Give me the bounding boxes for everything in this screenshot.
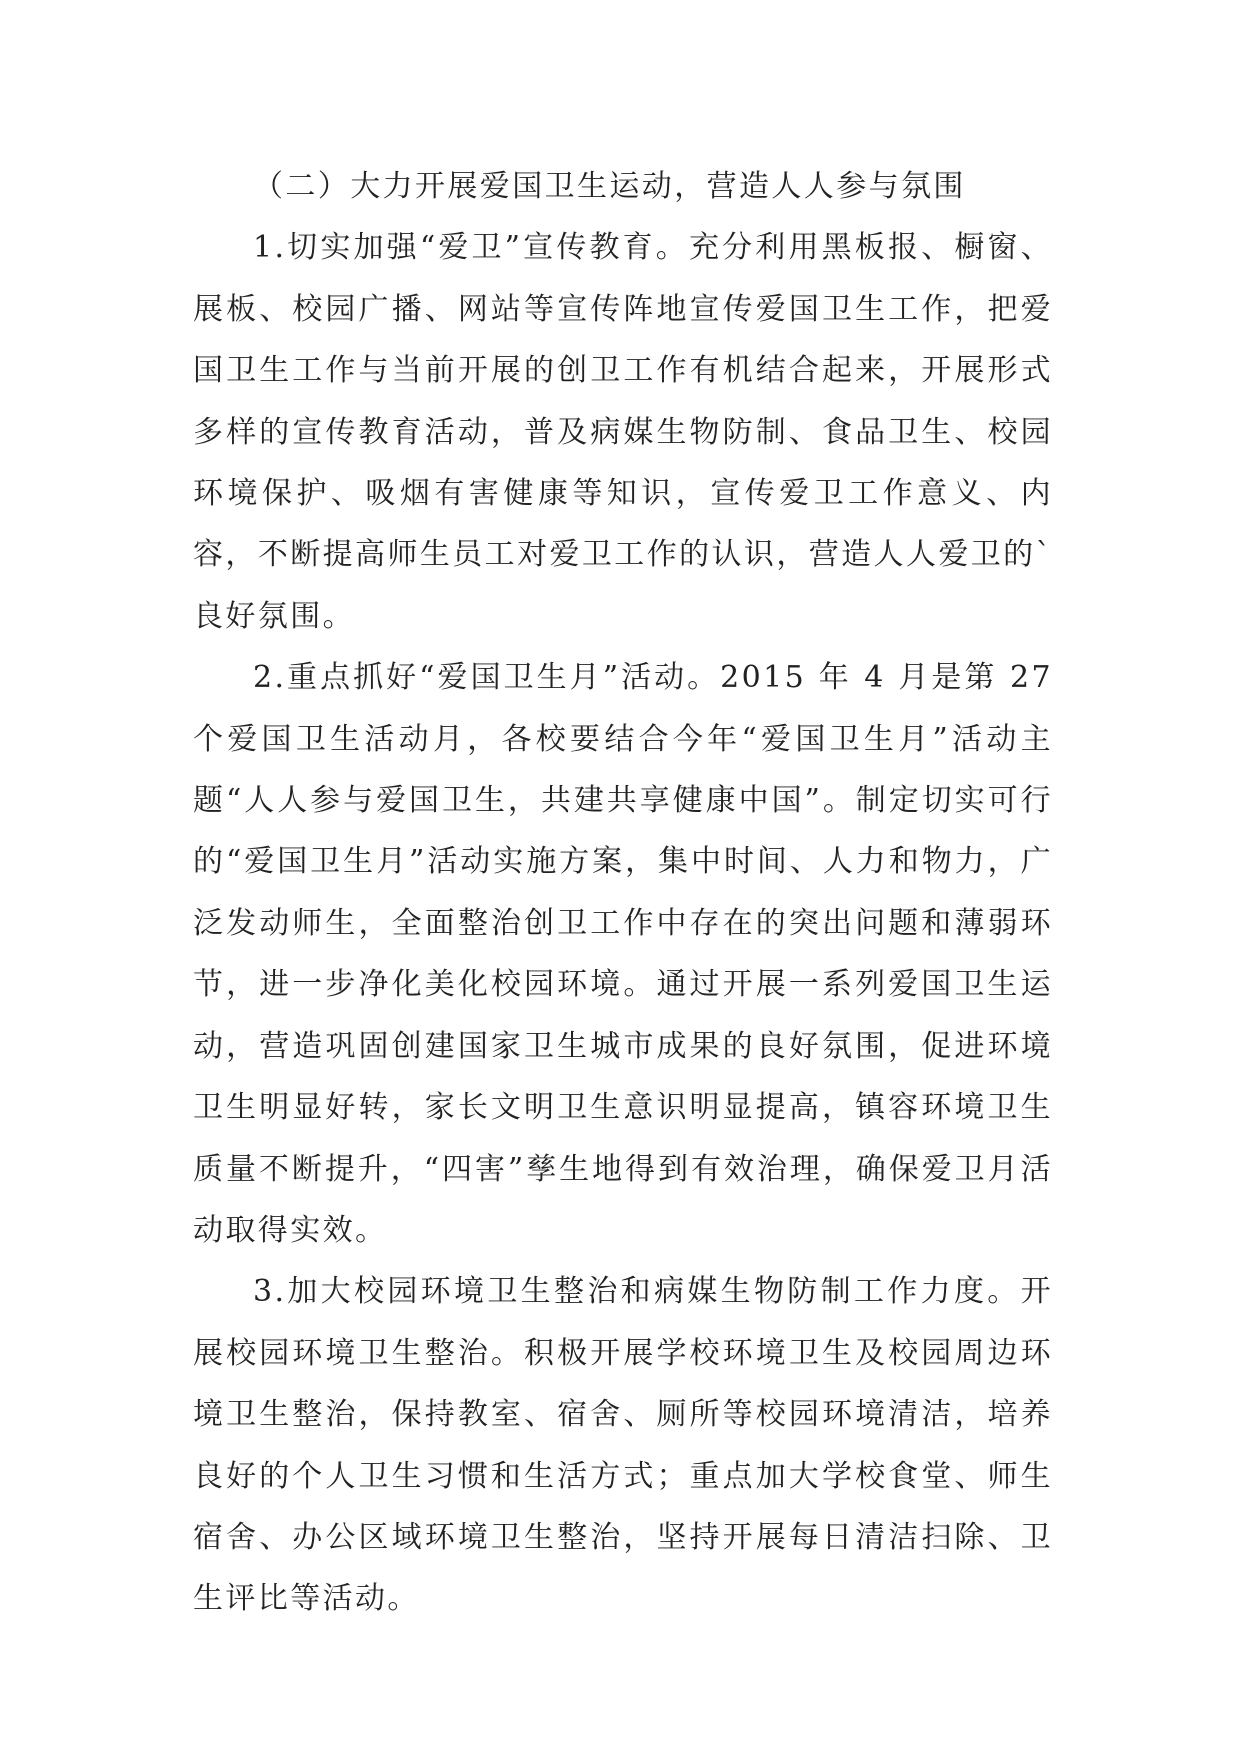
document-body [193, 156, 1053, 1630]
paragraph-1: 1.切实加强“爱卫”宣传教育。充分利用黑板报、橱窗、展板、校园广播、网站等宣传阵地宣传爱国卫生工作，把爱国卫生工作与当前开展的创卫工作有机结合起来，开展形式多样的宣传教育活动，普及病媒生物防制、食品卫生、校园环境保护、吸烟有害健康等知识，宣传爱卫工作意义、内容，不断提高师生员工对爱卫工作的认识，营造人人爱卫的`良好氛围。 [193, 230, 1053, 634]
paragraph-3: 3.加大校园环境卫生整治和病媒生物防制工作力度。开展校园环境卫生整治。积极开展学校环境卫生及校园周边环境卫生整治，保持教室、宿舍、厕所等校园环境清洁，培养良好的个人卫生习惯和生活方式；重点加大学校食堂、师生宿舍、办公区域环境卫生整治，坚持开展每日清洁扫除、卫生评比等活动。 [193, 1274, 1053, 1617]
section-heading: （二）大力开展爱国卫生运动，营造人人参与氛围 [253, 169, 966, 204]
paragraph-2: 2.重点抓好“爱国卫生月”活动。2015 年 4 月是第 27 个爱国卫生活动月，各校要结合今年“爱国卫生月”活动主题“人人参与爱国卫生，共建共享健康中国”。制定切实可行的“爱国卫生月”活动实施方案，集中时间、人力和物力，广泛发动师生，全面整治创卫工作中存在的突出问题和薄弱环节，进一步净化美化校园环境。通过开展一系列爱国卫生运动，营造巩固创建国家卫生城市成果的良好氛围，促进环境卫生明显好转，家长文明卫生意识明显提高，镇容环境卫生质量不断提升，“四害”孳生地得到有效治理，确保爱卫月活动取得实效。 [193, 660, 1053, 1248]
